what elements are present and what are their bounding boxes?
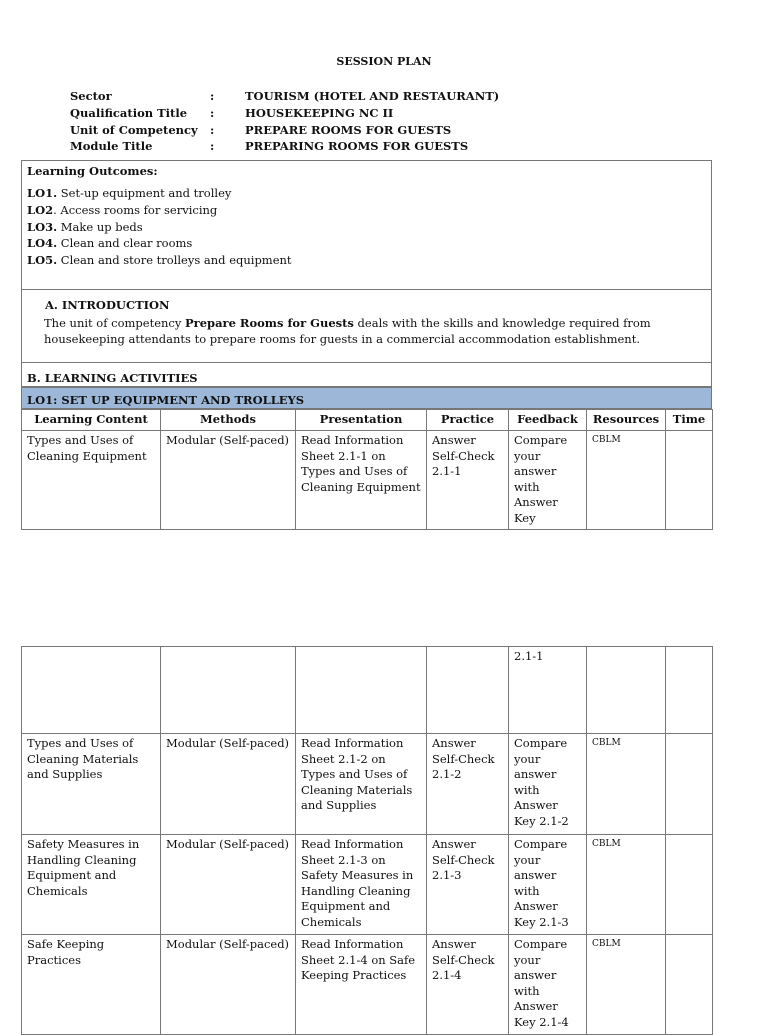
cell-practice: Answer Self-Check 2.1-2	[427, 734, 509, 835]
cell-methods: Modular (Self-paced)	[161, 431, 296, 530]
session-meta	[70, 88, 499, 155]
cell-presentation: Read Information Sheet 2.1-1 on Types and Uses of Cleaning Equipment	[296, 431, 427, 530]
col-header-learning-content: Learning Content	[22, 410, 161, 431]
meta-value: HOUSEKEEPING NC II	[245, 106, 394, 121]
learning-activities-header: B. LEARNING ACTIVITIES	[27, 371, 198, 385]
cell-content: Safety Measures in Handling Cleaning Equipment and Chemicals	[22, 835, 161, 935]
cell-practice	[427, 647, 509, 734]
cell-feedback: 2.1-1	[509, 647, 587, 734]
outcome-code: LO4.	[27, 236, 58, 251]
learning-outcome-item	[27, 235, 292, 252]
learning-outcome-item	[27, 219, 292, 236]
col-header-time: Time	[666, 410, 713, 431]
table-row	[22, 431, 713, 530]
cell-time	[666, 835, 713, 935]
meta-row-qualification	[70, 105, 499, 122]
introduction-text	[44, 315, 705, 347]
intro-pre: The unit of competency	[44, 316, 186, 330]
learning-outcome-item	[27, 252, 292, 269]
learning-outcome-item	[27, 185, 292, 202]
meta-key: Module Title	[70, 139, 153, 154]
table-row	[22, 734, 713, 835]
cell-feedback: Compare your answer with Answer Key 2.1-4	[509, 935, 587, 1035]
outcome-code: LO5.	[27, 253, 58, 268]
meta-row-module	[70, 138, 499, 155]
cell-methods	[161, 647, 296, 734]
outcome-text: . Access rooms for servicing	[53, 202, 218, 217]
outcome-text: Clean and clear rooms	[57, 236, 193, 251]
cell-time	[666, 647, 713, 734]
meta-key: Sector	[70, 89, 112, 104]
col-header-practice: Practice	[427, 410, 509, 431]
learning-outcomes-list	[27, 185, 292, 269]
activities-table-page1	[21, 409, 713, 530]
cell-presentation: Read Information Sheet 2.1-3 on Safety Measures in Handling Cleaning Equipment and Chemicals	[296, 835, 427, 935]
learning-activities-box	[21, 362, 712, 387]
outcome-code: LO3.	[27, 219, 58, 234]
intro-post: deals with the skills and knowledge required from housekeeping attendants to prepare rooms for guests in a commercial accommodation establishment.	[44, 316, 651, 346]
cell-presentation: Read Information Sheet 2.1-2 on Types and Uses of Cleaning Materials and Supplies	[296, 734, 427, 835]
meta-value: PREPARING ROOMS FOR GUESTS	[245, 139, 469, 154]
cell-time	[666, 431, 713, 530]
meta-colon: :	[210, 122, 215, 137]
cell-feedback: Compare your answer with Answer Key 2.1-3	[509, 835, 587, 935]
cell-time	[666, 935, 713, 1035]
outcome-text: Set-up equipment and trolley	[57, 186, 232, 200]
meta-colon: :	[210, 106, 215, 121]
meta-key: Qualification Title	[70, 106, 188, 121]
meta-value: PREPARE ROOMS FOR GUESTS	[245, 122, 452, 137]
cell-methods: Modular (Self-paced)	[161, 835, 296, 935]
cell-presentation	[296, 647, 427, 734]
lo1-section-bar: LO1: SET UP EQUIPMENT AND TROLLEYS	[21, 387, 712, 409]
cell-presentation: Read Information Sheet 2.1-4 on Safe Keeping Practices	[296, 935, 427, 1035]
col-header-presentation: Presentation	[296, 410, 427, 431]
table-row	[22, 835, 713, 935]
cell-practice: Answer Self-Check 2.1-4	[427, 935, 509, 1035]
table-row	[22, 935, 713, 1035]
outcome-code: LO2	[27, 202, 54, 217]
cell-content	[22, 647, 161, 734]
cell-resources: CBLM	[587, 431, 666, 530]
introduction-header: A. INTRODUCTION	[45, 298, 170, 312]
meta-value: TOURISM (HOTEL AND RESTAURANT)	[245, 89, 500, 104]
table-row-continuation	[22, 647, 713, 734]
meta-key: Unit of Competency	[70, 122, 198, 137]
cell-resources	[587, 647, 666, 734]
meta-colon: :	[210, 139, 215, 154]
cell-resources: CBLM	[587, 734, 666, 835]
col-header-resources: Resources	[587, 410, 666, 431]
col-header-feedback: Feedback	[509, 410, 587, 431]
introduction-box	[21, 289, 712, 363]
meta-row-sector	[70, 88, 499, 105]
cell-content: Safe Keeping Practices	[22, 935, 161, 1035]
learning-outcomes-header: Learning Outcomes:	[27, 164, 158, 178]
cell-content: Types and Uses of Cleaning Materials and Supplies	[22, 734, 161, 835]
cell-time	[666, 734, 713, 835]
page-title: SESSION PLAN	[336, 55, 432, 68]
cell-feedback: Compare your answer with Answer Key	[509, 431, 587, 530]
cell-practice: Answer Self-Check 2.1-1	[427, 431, 509, 530]
cell-practice: Answer Self-Check 2.1-3	[427, 835, 509, 935]
outcome-code: LO1.	[27, 186, 58, 200]
outcome-text: Make up beds	[57, 219, 143, 234]
learning-outcome-item	[27, 202, 292, 219]
activities-table-page2	[21, 646, 713, 1035]
cell-resources: CBLM	[587, 835, 666, 935]
outcome-text: Clean and store trolleys and equipment	[57, 253, 292, 268]
cell-methods: Modular (Self-paced)	[161, 734, 296, 835]
col-header-methods: Methods	[161, 410, 296, 431]
cell-feedback: Compare your answer with Answer Key 2.1-2	[509, 734, 587, 835]
learning-outcomes-box	[21, 160, 712, 290]
cell-content: Types and Uses of Cleaning Equipment	[22, 431, 161, 530]
table-header-row	[22, 410, 713, 431]
meta-colon: :	[210, 89, 215, 104]
cell-resources: CBLM	[587, 935, 666, 1035]
cell-methods: Modular (Self-paced)	[161, 935, 296, 1035]
meta-row-unit	[70, 121, 499, 138]
intro-unit-name: Prepare Rooms for Guests	[185, 316, 354, 330]
